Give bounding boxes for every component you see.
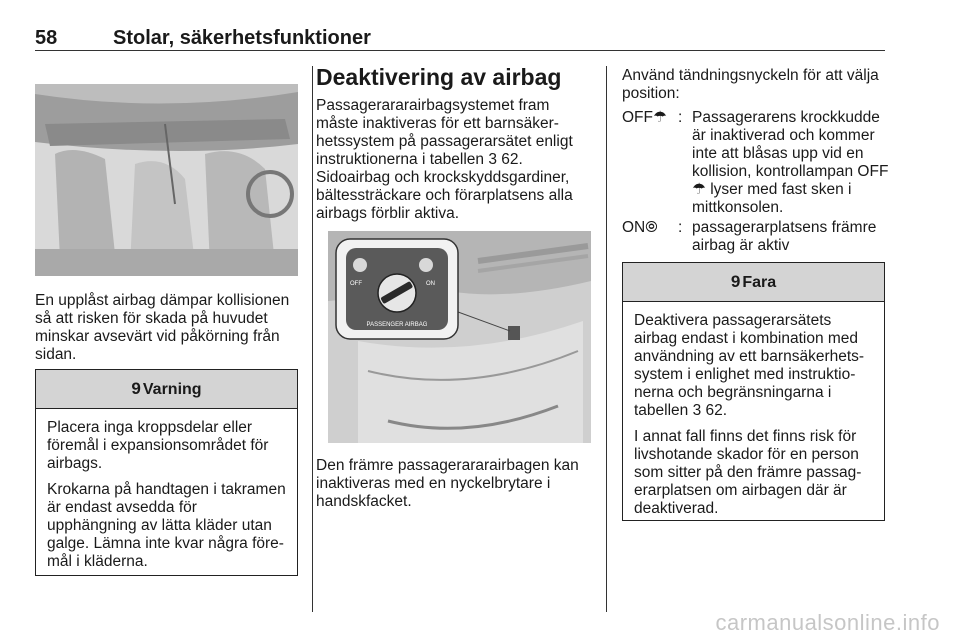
caption-text: En upplåst airbag dämpar kollisionen så att risken för skada på huvudet minskar avsevärt vid påkörning från sidan.	[35, 292, 290, 363]
position-row-on	[622, 219, 892, 255]
warning-paragraph: Placera inga kroppsdelar eller föremål i expansionsområdet för airbags.	[47, 419, 269, 472]
intro-paragraph: Passagerararairbagsystemet fram måste inaktiveras för ett barnsäker- hetssystem på passagerarsätet enligt instruktionerna i tabellen 3 62.	[316, 97, 573, 168]
page-header	[35, 26, 885, 50]
danger-paragraph: Deaktivera passagerarsätets airbag endast i kombination med användning av ett barnsäkerhets- system i enlighet med instruktio- nerna och begränsningarna i tabellen 3 62.	[634, 312, 865, 419]
position-key: OFF☂	[622, 109, 667, 126]
position-colon: :	[678, 109, 683, 126]
caption-text: Den främre passagerararairbagen kan inaktiveras med en nyckelbrytare i handskfacket.	[316, 457, 579, 510]
key-intro	[622, 67, 887, 103]
position-description: Passagerarens krockkudde är inaktiverad och kommer inte att blåsas upp vid en kollision, kontrollampan OFF ☂ lyser med fast sken i mittkonsolen.	[692, 109, 889, 216]
section-title: Deaktivering av airbag	[316, 64, 562, 90]
header-divider	[35, 50, 885, 51]
position-colon: :	[678, 219, 683, 236]
airbag-off-icon: ☂	[653, 109, 667, 126]
airbag-on-icon: ⦾	[645, 219, 658, 236]
key-switch-caption	[316, 457, 592, 511]
page-number: 58	[35, 27, 58, 49]
airbag-figure-caption	[35, 292, 299, 364]
danger-header	[623, 263, 884, 302]
warning-title: Varning	[142, 381, 202, 398]
switch-on-label: ON	[426, 281, 435, 287]
column-divider-left	[312, 66, 313, 612]
danger-paragraph: I annat fall finns det finns risk för livshotande skador för en person som sitter på den främre passag- erarplatsen om airbagen där är deaktiverad.	[634, 428, 862, 517]
watermark: carmanualsonline.info	[715, 610, 940, 635]
danger-title: Fara	[742, 274, 777, 291]
switch-off-label: OFF	[350, 281, 362, 287]
warning-paragraph: Krokarna på handtagen i takramen är endast avsedda för upphängning av lätta kläder utan galge. Lämna inte kvar några före- mål i kläderna.	[47, 481, 286, 570]
warning-icon: 9	[131, 379, 141, 398]
position-description: passagerarplatsens främre airbag är aktiv	[692, 219, 877, 254]
warning-icon: 9	[730, 272, 741, 291]
chapter-title: Stolar, säkerhetsfunktioner	[113, 27, 371, 49]
key-intro-text: Använd tändningsnyckeln för att välja position:	[622, 67, 879, 102]
switch-passenger-airbag-label: PASSENGER AIRBAG	[366, 322, 428, 328]
column-divider-right	[606, 66, 607, 612]
deactivation-intro	[316, 97, 592, 223]
key-switch-illustration	[328, 231, 591, 443]
side-airbag-illustration	[35, 84, 298, 276]
warning-box	[35, 369, 298, 576]
position-key: ON⦾	[622, 219, 658, 236]
warning-header	[36, 370, 297, 409]
position-table	[622, 109, 892, 255]
side-airbag-paragraph: Sidoairbag och krockskyddsgardiner, bältessträckare och förarplatsens alla airbags förblir aktiva.	[316, 169, 573, 222]
danger-box	[622, 262, 885, 521]
position-row-off	[622, 109, 892, 217]
